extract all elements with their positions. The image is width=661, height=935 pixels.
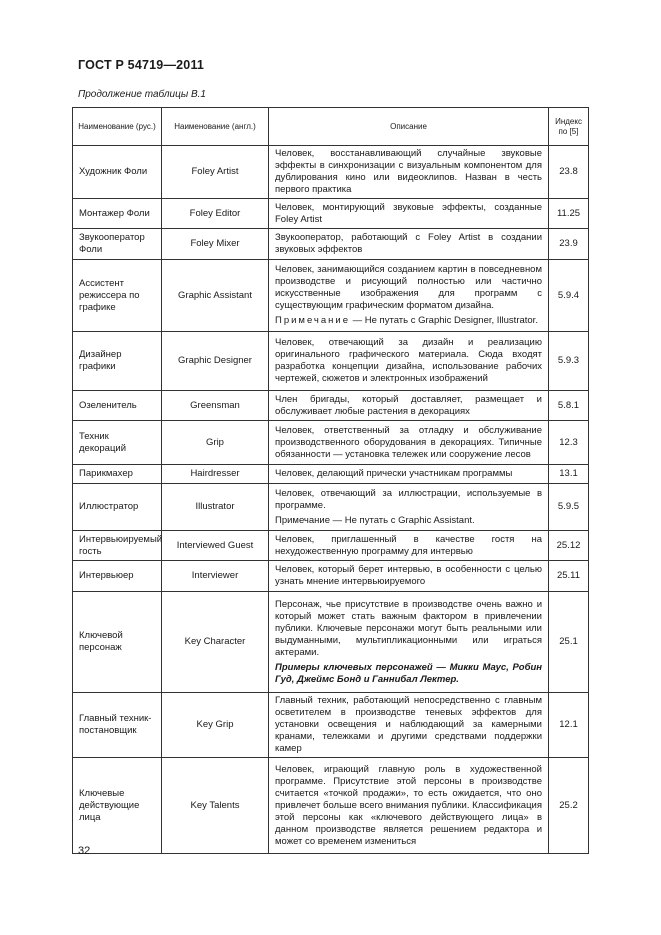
cell-rus: Интервьюируемый гость xyxy=(73,531,162,561)
cell-rus: Звукооператор Фоли xyxy=(73,229,162,260)
cell-desc: Член бригады, который доставляет, размещает и обслуживает любые растения в декорациях xyxy=(269,391,549,421)
table-row xyxy=(73,391,589,421)
desc-text: Человек, отвечающий за иллюстрации, используемые в программе. xyxy=(275,487,542,511)
cell-idx: 25.11 xyxy=(549,561,589,592)
example-text: Примеры ключевых персонажей — Микки Маус, Робин Гуд, Джеймс Бонд и Ганнибал Лектер. xyxy=(275,661,542,685)
cell-desc: Человек, играющий главную роль в художественной программе. Присутствие этой персоны в производстве считается «точкой продажи», то есть ожидается, что оно привлечет больше всего внимания публики. Классификация этой персоны как «ключевого действующего лица» в данном производстве является решением редактора и может со временем измениться xyxy=(269,758,549,854)
cell-eng: Interviewed Guest xyxy=(162,531,269,561)
cell-eng: Key Character xyxy=(162,592,269,693)
cell-rus: Техник декораций xyxy=(73,421,162,465)
cell-idx: 5.9.3 xyxy=(549,332,589,391)
cell-idx: 25.1 xyxy=(549,592,589,693)
cell-eng: Graphic Assistant xyxy=(162,260,269,332)
table-row xyxy=(73,229,589,260)
cell-eng: Hairdresser xyxy=(162,465,269,484)
table-row xyxy=(73,332,589,391)
desc-text: Персонаж, чье присутствие в производстве очень важно и который может стать важным фактором в привлечении публики. Ключевые персонажи могут быть реальными или выдуманными, мультипликационными или играться актерами. xyxy=(275,598,542,658)
document-title: ГОСТ Р 54719—2011 xyxy=(78,58,205,72)
cell-desc: Человек, приглашенный в качестве гостя на нехудожественную программу для интервью xyxy=(269,531,549,561)
cell-eng: Illustrator xyxy=(162,484,269,531)
cell-idx: 12.1 xyxy=(549,693,589,758)
cell-eng: Grip xyxy=(162,421,269,465)
cell-rus: Художник Фоли xyxy=(73,146,162,199)
cell-idx: 23.9 xyxy=(549,229,589,260)
cell-idx: 5.8.1 xyxy=(549,391,589,421)
cell-idx: 12.3 xyxy=(549,421,589,465)
cell-eng: Foley Editor xyxy=(162,199,269,229)
table-row xyxy=(73,693,589,758)
desc-text: Человек, занимающийся созданием картин в повседневном производстве и рисующий полностью или частично искусственные изображения для программ с существующим графическим форматом дизайна. xyxy=(275,264,542,311)
cell-idx: 11.25 xyxy=(549,199,589,229)
cell-rus: Ключевые действующие лица xyxy=(73,758,162,854)
table-row xyxy=(73,758,589,854)
note: Примечание — Не путать с Graphic Assistant. xyxy=(275,514,475,526)
table-row xyxy=(73,484,589,531)
table-caption: Продолжение таблицы В.1 xyxy=(78,89,206,100)
cell-rus: Иллюстратор xyxy=(73,484,162,531)
cell-idx: 23.8 xyxy=(549,146,589,199)
cell-desc: Звукооператор, работающий с Foley Artist в создании звуковых эффектов xyxy=(269,229,549,260)
cell-eng: Interviewer xyxy=(162,561,269,592)
cell-rus: Парикмахер xyxy=(73,465,162,484)
note xyxy=(275,315,542,327)
table-row xyxy=(73,592,589,693)
cell-rus: Монтажер Фоли xyxy=(73,199,162,229)
header-rus: Наименование (рус.) xyxy=(73,108,162,146)
header-eng: Наименование (англ.) xyxy=(162,108,269,146)
cell-desc xyxy=(269,592,549,693)
cell-desc: Человек, монтирующий звуковые эффекты, созданные Foley Artist xyxy=(269,199,549,229)
cell-eng: Greensman xyxy=(162,391,269,421)
cell-desc: Человек, восстанавливающий случайные звуковые эффекты в синхронизации с визуальным компонентом для дублирования кино или видеоклипов. Назван в честь первого практика xyxy=(269,146,549,199)
page-number: 32 xyxy=(78,845,91,857)
cell-rus: Интервьюер xyxy=(73,561,162,592)
terms-table xyxy=(72,107,589,854)
cell-desc xyxy=(269,260,549,332)
table-header-row xyxy=(73,108,589,146)
note-text: — Не путать с Graphic Designer, Illustrator. xyxy=(350,315,538,326)
header-idx: Индекс по [5] xyxy=(549,108,589,146)
note-label: Примечание xyxy=(275,315,350,326)
cell-idx: 13.1 xyxy=(549,465,589,484)
cell-eng: Graphic Designer xyxy=(162,332,269,391)
cell-eng: Key Grip xyxy=(162,693,269,758)
cell-idx: 25.12 xyxy=(549,531,589,561)
cell-rus: Ключевой персонаж xyxy=(73,592,162,693)
cell-desc xyxy=(269,484,549,531)
cell-desc: Человек, который берет интервью, в особенности с целью узнать мнение интервьюируемого xyxy=(269,561,549,592)
table-row xyxy=(73,260,589,332)
table-row xyxy=(73,199,589,229)
table-row xyxy=(73,146,589,199)
header-desc: Описание xyxy=(269,108,549,146)
cell-idx: 5.9.5 xyxy=(549,484,589,531)
cell-rus: Озеленитель xyxy=(73,391,162,421)
cell-eng: Key Talents xyxy=(162,758,269,854)
cell-desc: Человек, делающий прически участникам программы xyxy=(269,465,549,484)
cell-desc: Человек, отвечающий за дизайн и реализацию оригинального графического материала. Сюда входят разработка концепции дизайна, использование рабочих чертежей, сюжетов и электронных изображений xyxy=(269,332,549,391)
cell-idx: 5.9.4 xyxy=(549,260,589,332)
cell-eng: Foley Mixer xyxy=(162,229,269,260)
cell-desc: Человек, ответственный за отладку и обслуживание производственного оборудования в декорациях. Типичные обязанности — установка тележек или сооружение лесов xyxy=(269,421,549,465)
cell-rus: Дизайнер графики xyxy=(73,332,162,391)
cell-rus: Ассистент режиссера по графике xyxy=(73,260,162,332)
cell-rus: Главный техник-постановщик xyxy=(73,693,162,758)
cell-desc: Главный техник, работающий непосредственно с главным осветителем в производстве теневых эффектов для установки освещения и наблюдающий за камерными кранами, тележками и другими средствами поддержки камер xyxy=(269,693,549,758)
table-row xyxy=(73,465,589,484)
table-row xyxy=(73,561,589,592)
cell-idx: 25.2 xyxy=(549,758,589,854)
cell-eng: Foley Artist xyxy=(162,146,269,199)
table-row xyxy=(73,421,589,465)
table-row xyxy=(73,531,589,561)
